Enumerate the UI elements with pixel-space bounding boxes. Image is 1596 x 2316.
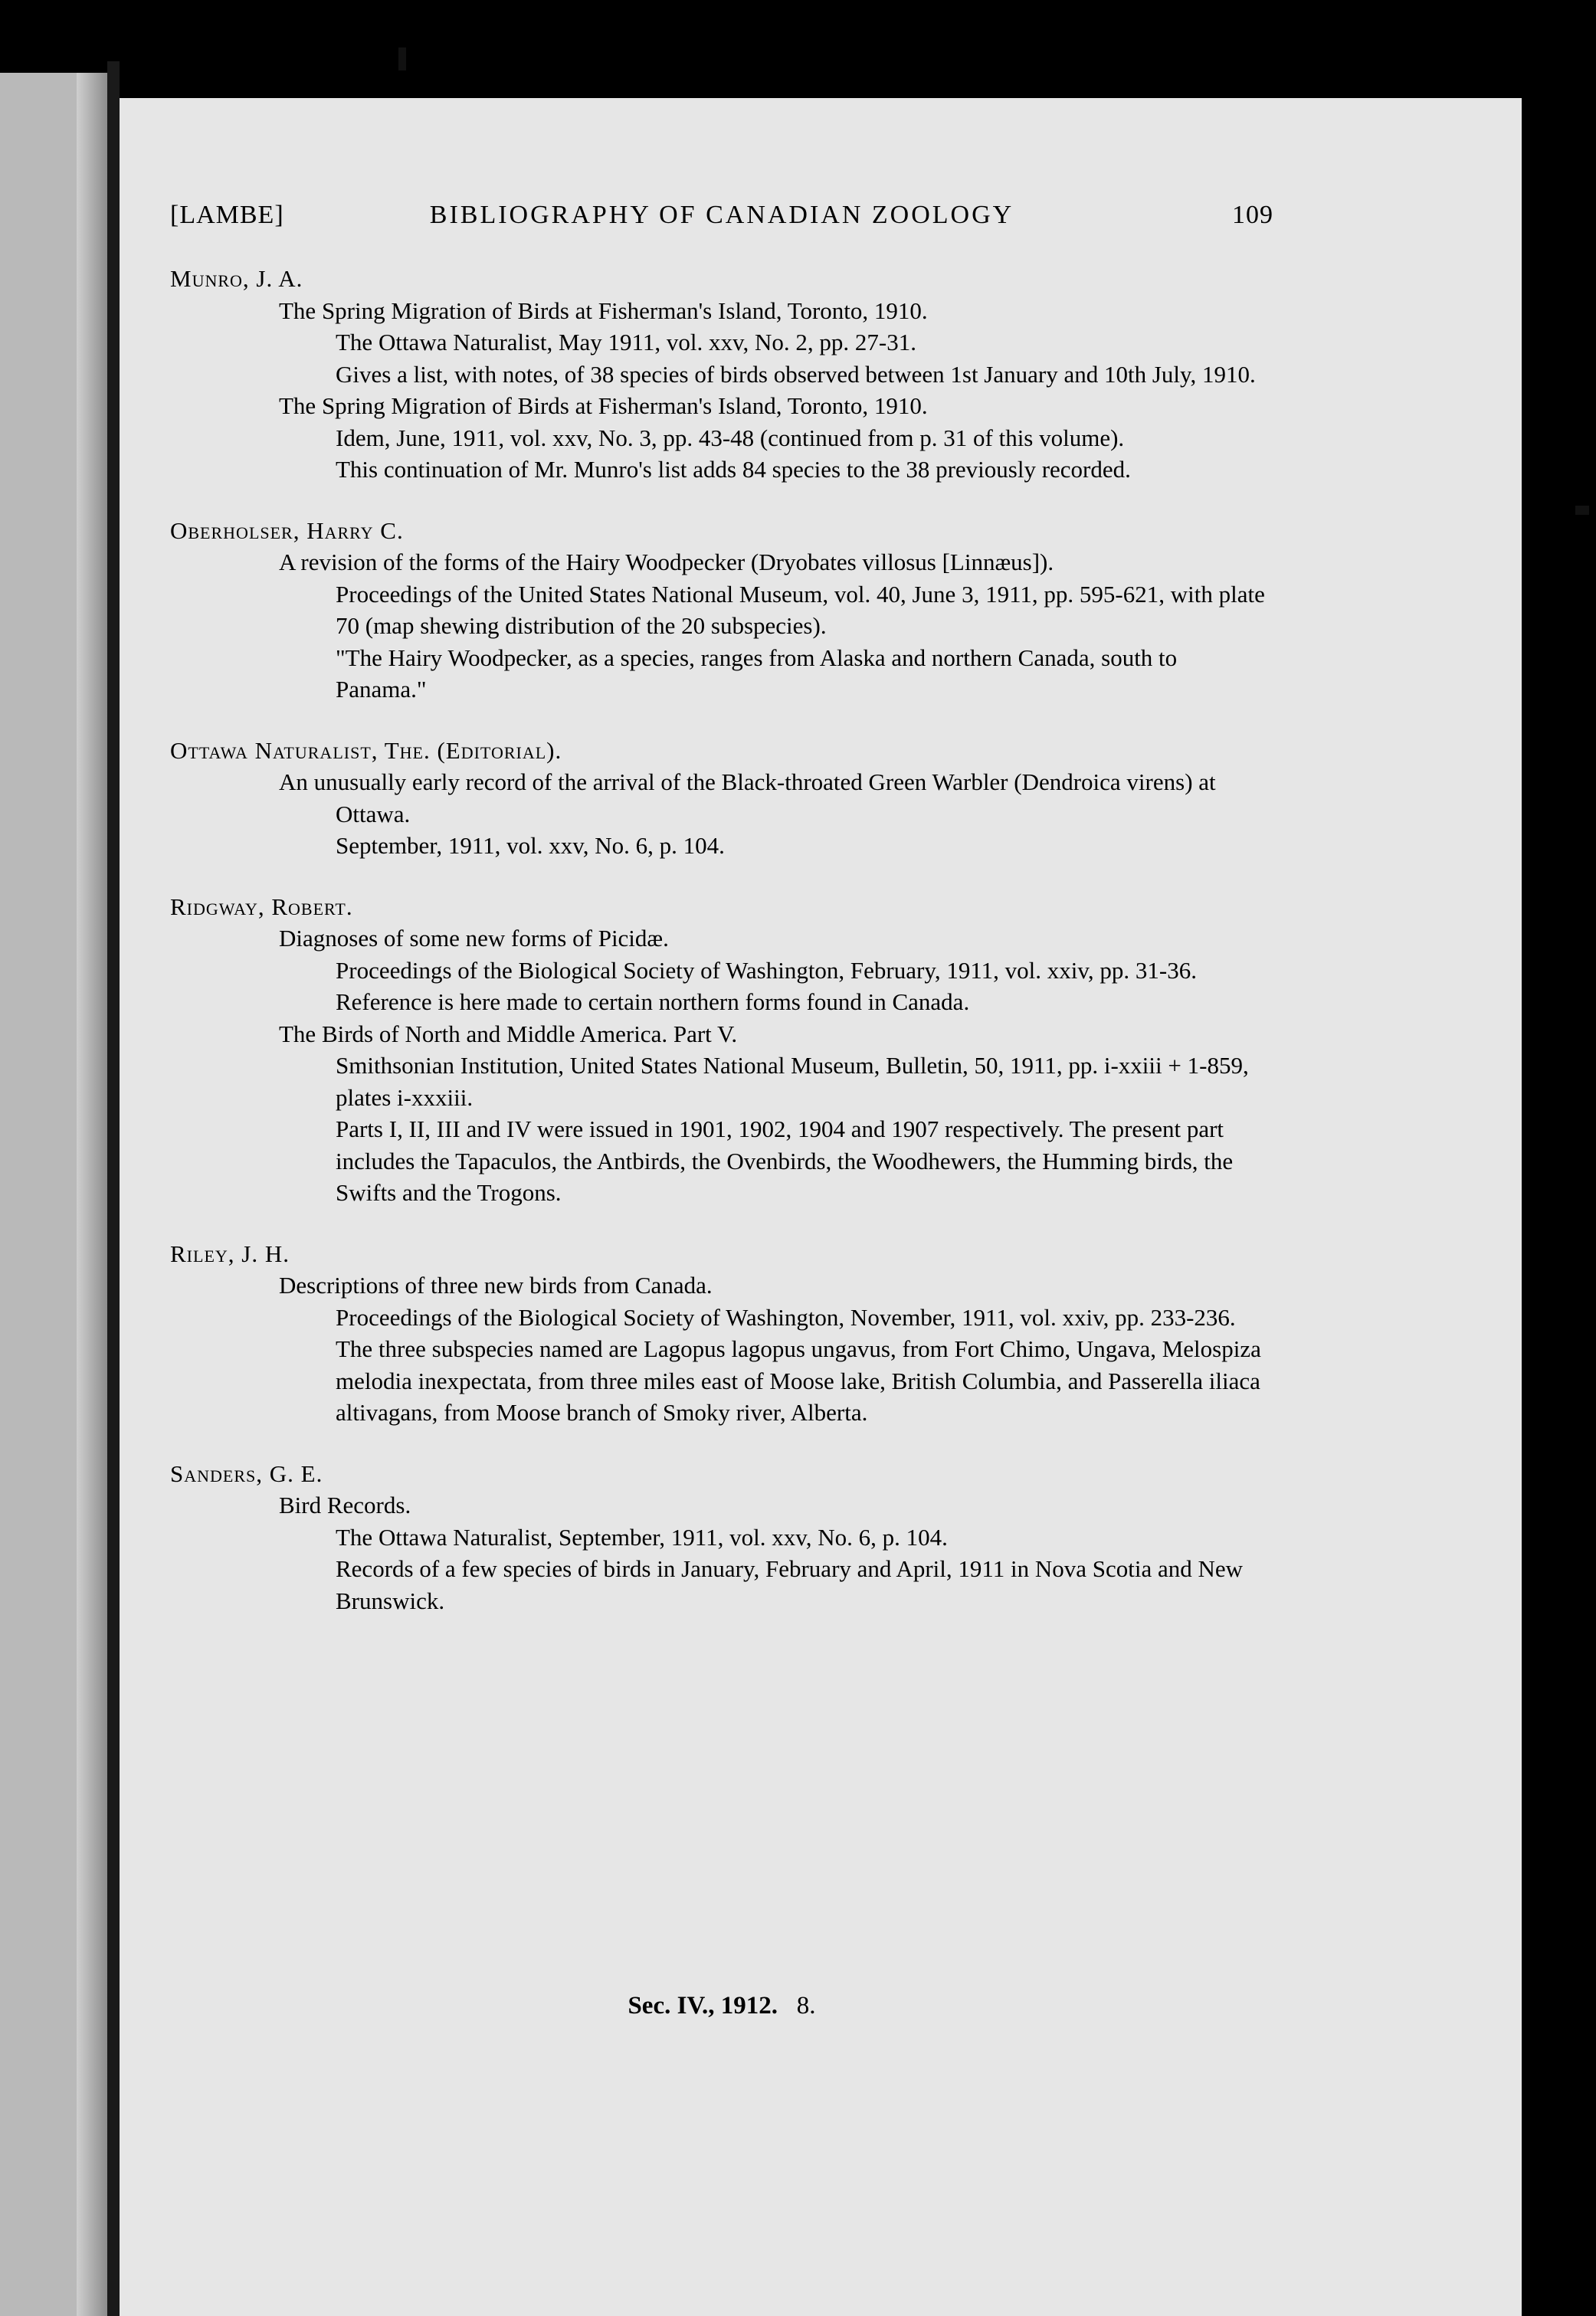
work-title: An unusually early record of the arrival of the Black-throated Green Warbler (Dendroica virens) at Ottawa.: [279, 768, 1216, 827]
entry-work: [170, 922, 1273, 955]
work-citation: Proceedings of the United States National Museum, vol. 40, June 3, 1911, pp. 595-621, with plate 70 (map shewing distribution of the 20 subspecies).: [336, 580, 1265, 639]
entry-work: [170, 1018, 1273, 1050]
entry-author: Riley, J. H.: [170, 1240, 290, 1267]
scan-speck: [398, 47, 406, 70]
work-note: "The Hairy Woodpecker, as a species, ranges from Alaska and northern Canada, south to Panama.": [336, 644, 1178, 703]
page-footer: [170, 1992, 1273, 2020]
work-note: Records of a few species of birds in January, February and April, 1911 in Nova Scotia and New Brunswick.: [336, 1555, 1244, 1614]
entry-work: [170, 546, 1273, 578]
footer-section: Sec. IV., 1912.: [628, 1992, 778, 2020]
bibliography-entry: [170, 515, 1273, 706]
bibliography-entry: [170, 1238, 1273, 1429]
running-header: [170, 201, 1273, 247]
page-number: 109: [1232, 201, 1273, 229]
work-title: The Birds of North and Middle America. Part V.: [279, 1020, 738, 1047]
work-citation: Idem, June, 1911, vol. xxv, No. 3, pp. 43-48 (continued from p. 31 of this volume).: [336, 424, 1125, 451]
work-citation: The Ottawa Naturalist, May 1911, vol. xxv, No. 2, pp. 27-31.: [336, 329, 916, 355]
entry-work: [170, 1489, 1273, 1522]
bibliography-entry: [170, 263, 1273, 486]
left-page-shadow: [77, 73, 107, 2316]
bibliography-entry: [170, 891, 1273, 1209]
entry-work: [170, 390, 1273, 422]
bibliography-list: [170, 263, 1273, 1646]
bibliography-entry: [170, 1458, 1273, 1617]
footer-signature: 8.: [796, 1992, 816, 2020]
header-title: BIBLIOGRAPHY OF CANADIAN ZOOLOGY: [429, 201, 1014, 229]
work-details: [170, 326, 1273, 390]
entry-author: Oberholser, Harry C.: [170, 516, 404, 544]
work-citation: Proceedings of the Biological Society of Washington, November, 1911, vol. xxiv, pp. 233-236.: [336, 1303, 1236, 1331]
work-citation: The Ottawa Naturalist, September, 1911, vol. xxv, No. 6, p. 104.: [336, 1523, 948, 1551]
work-citation: Proceedings of the Biological Society of Washington, February, 1911, vol. xxiv, pp. 31-36.: [336, 956, 1197, 984]
work-title: A revision of the forms of the Hairy Woodpecker (Dryobates villosus [Linnæus]).: [279, 549, 1054, 575]
entry-work: [170, 766, 1273, 830]
work-note: Parts I, II, III and IV were issued in 1901, 1902, 1904 and 1907 respectively. The present part includes the Tapaculos, the Antbirds, the Ovenbirds, the Woodhewers, the Humming birds, the Swifts and the Trogons.: [336, 1115, 1234, 1206]
book-gutter: [107, 61, 120, 2316]
work-citation: Smithsonian Institution, United States National Museum, Bulletin, 50, 1911, pp. i-xxiii + 1-859, plates i-xxxiii.: [336, 1052, 1249, 1111]
work-note: The three subspecies named are Lagopus lagopus ungavus, from Fort Chimo, Ungava, Melospiza melodia inexpectata, from three miles east of Moose lake, British Columbia, and Passerella iliaca altivagans, from Moose branch of Smoky river, Alberta.: [336, 1335, 1261, 1426]
work-title: Diagnoses of some new forms of Picidæ.: [279, 925, 669, 952]
work-title: Bird Records.: [279, 1492, 411, 1518]
entry-author: Ottawa Naturalist, The. (Editorial).: [170, 736, 562, 764]
work-details: [170, 1522, 1273, 1617]
work-title: Descriptions of three new birds from Canada.: [279, 1272, 713, 1299]
scan-speck: [1575, 506, 1589, 515]
entry-work: [170, 295, 1273, 327]
entry-author: Ridgway, Robert.: [170, 893, 353, 920]
work-note: Reference is here made to certain northern forms found in Canada.: [336, 988, 970, 1015]
work-title: The Spring Migration of Birds at Fisherman's Island, Toronto, 1910.: [279, 296, 928, 324]
work-details: [170, 955, 1273, 1018]
work-details: [170, 422, 1273, 486]
work-details: [170, 1050, 1273, 1209]
work-title: The Spring Migration of Birds at Fisherman's Island, Toronto, 1910.: [279, 392, 928, 419]
work-citation: September, 1911, vol. xxv, No. 6, p. 104.: [336, 832, 725, 859]
bibliography-entry: [170, 735, 1273, 862]
entry-author: Sanders, G. E.: [170, 1459, 323, 1487]
work-note: Gives a list, with notes, of 38 species of birds observed between 1st January and 10th July, 1910.: [336, 360, 1256, 388]
work-details: [170, 578, 1273, 706]
work-note: This continuation of Mr. Munro's list adds 84 species to the 38 previously recorded.: [336, 456, 1131, 483]
entry-work: [170, 1269, 1273, 1302]
entry-author: Munro, J. A.: [170, 265, 303, 292]
header-author: [LAMBE]: [170, 201, 284, 229]
work-details: [170, 1302, 1273, 1429]
work-details: [170, 830, 1273, 862]
